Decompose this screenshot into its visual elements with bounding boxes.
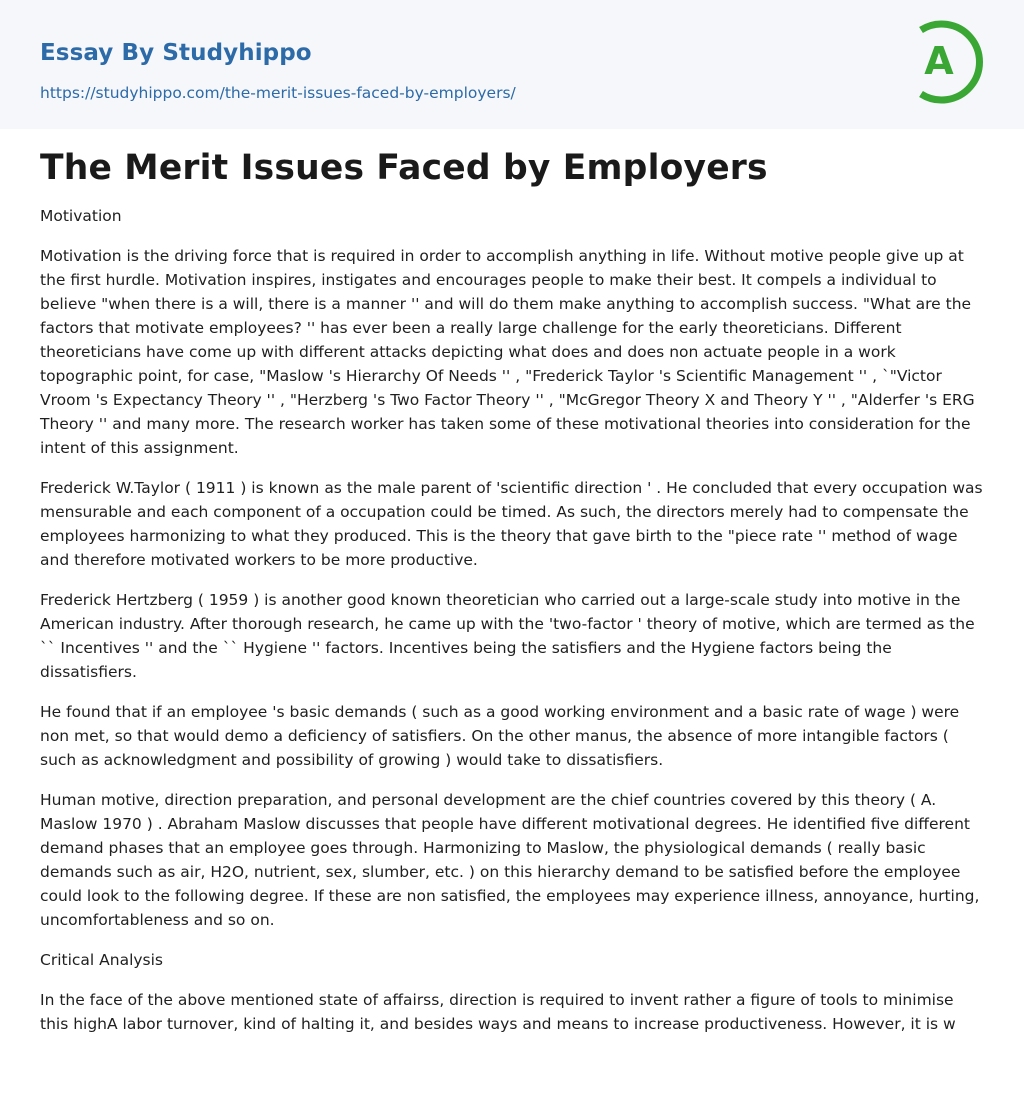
- essay-paragraph: Frederick Hertzberg ( 1959 ) is another good known theoretician who carried out a large-scale study into motive in the American industry. After thorough research, he came up with the 'two-factor ' theory of motive, which are termed as the `` Incentives '' and the `` Hygiene '' factors. Incentives being the satisfiers and the Hygiene factors being the dissatisfiers.: [40, 591, 975, 681]
- essay-paragraph: Frederick W.Taylor ( 1911 ) is known as the male parent of 'scientific direction ' . He concluded that every occupation was mensurable and each component of a occupation could be timed. As such, the directors merely had to compensate the employees harmonizing to what they produced. This is the theory that gave birth to the "piece rate '' method of wage and therefore motivated workers to be more productive.: [40, 479, 983, 569]
- essay-paragraph: Motivation is the driving force that is required in order to accomplish anything in life. Without motive people give up at the first hurdle. Motivation inspires, instigates and encourages people to make their best. It compels a individual to believe "when there is a will, there is a manner '' and will do them make anything to accomplish success. "What are the factors that motivate employees? '' has ever been a really large challenge for the early theoreticians. Different theoreticians have come up with different attacks depicting what does and does non actuate people in a work topographic point, for case, "Maslow 's Hierarchy Of Needs '' , "Frederick Taylor 's Scientific Management '' , `"Victor Vroom 's Expectancy Theory '' , "Herzberg 's Two Factor Theory '' , "McGregor Theory X and Theory Y '' , "Alderfer 's ERG Theory '' and many more. The research worker has taken some of these motivational theories into consideration for the intent of this assignment.: [40, 247, 975, 457]
- essay-title: The Merit Issues Faced by Employers: [40, 148, 768, 188]
- essay-paragraph: He found that if an employee 's basic demands ( such as a good working environment and a basic rate of wage ) were non met, so that would demo a deficiency of satisfiers. On the other manus, the absence of more intangible factors ( such as acknowledgment and possibility of growing ) would take to dissatisfiers.: [40, 703, 960, 769]
- page-url-link[interactable]: https://studyhippo.com/the-merit-issues-faced-by-employers/: [40, 84, 516, 102]
- essay-content: [40, 144, 984, 1052]
- essay-paragraph: In the face of the above mentioned state of affairss, direction is required to invent rather a figure of tools to minimise this highA labor turnover, kind of halting it, and besides ways and means to increase productiveness. However, it is w: [40, 991, 956, 1033]
- essay-paragraph: Human motive, direction preparation, and personal development are the chief countries covered by this theory ( A. Maslow 1970 ) . Abraham Maslow discusses that people have different motivational degrees. He identified five different demand phases that an employee goes through. Harmonizing to Maslow, the physiological demands ( really basic demands such as air, H2O, nutrient, sex, slumber, etc. ) on this hierarchy demand to be satisfied before the employee could look to the following degree. If these are non satisfied, the employees may experience illness, annoyance, hurting, uncomfortableness and so on.: [40, 791, 980, 929]
- section-heading-motivation: Motivation: [40, 207, 122, 225]
- section-heading-critical-analysis: Critical Analysis: [40, 951, 164, 969]
- site-header: [0, 0, 1024, 129]
- site-brand[interactable]: Essay By Studyhippo: [40, 40, 312, 66]
- studyhippo-logo-icon[interactable]: [909, 18, 989, 106]
- logo-letter: A: [924, 39, 954, 83]
